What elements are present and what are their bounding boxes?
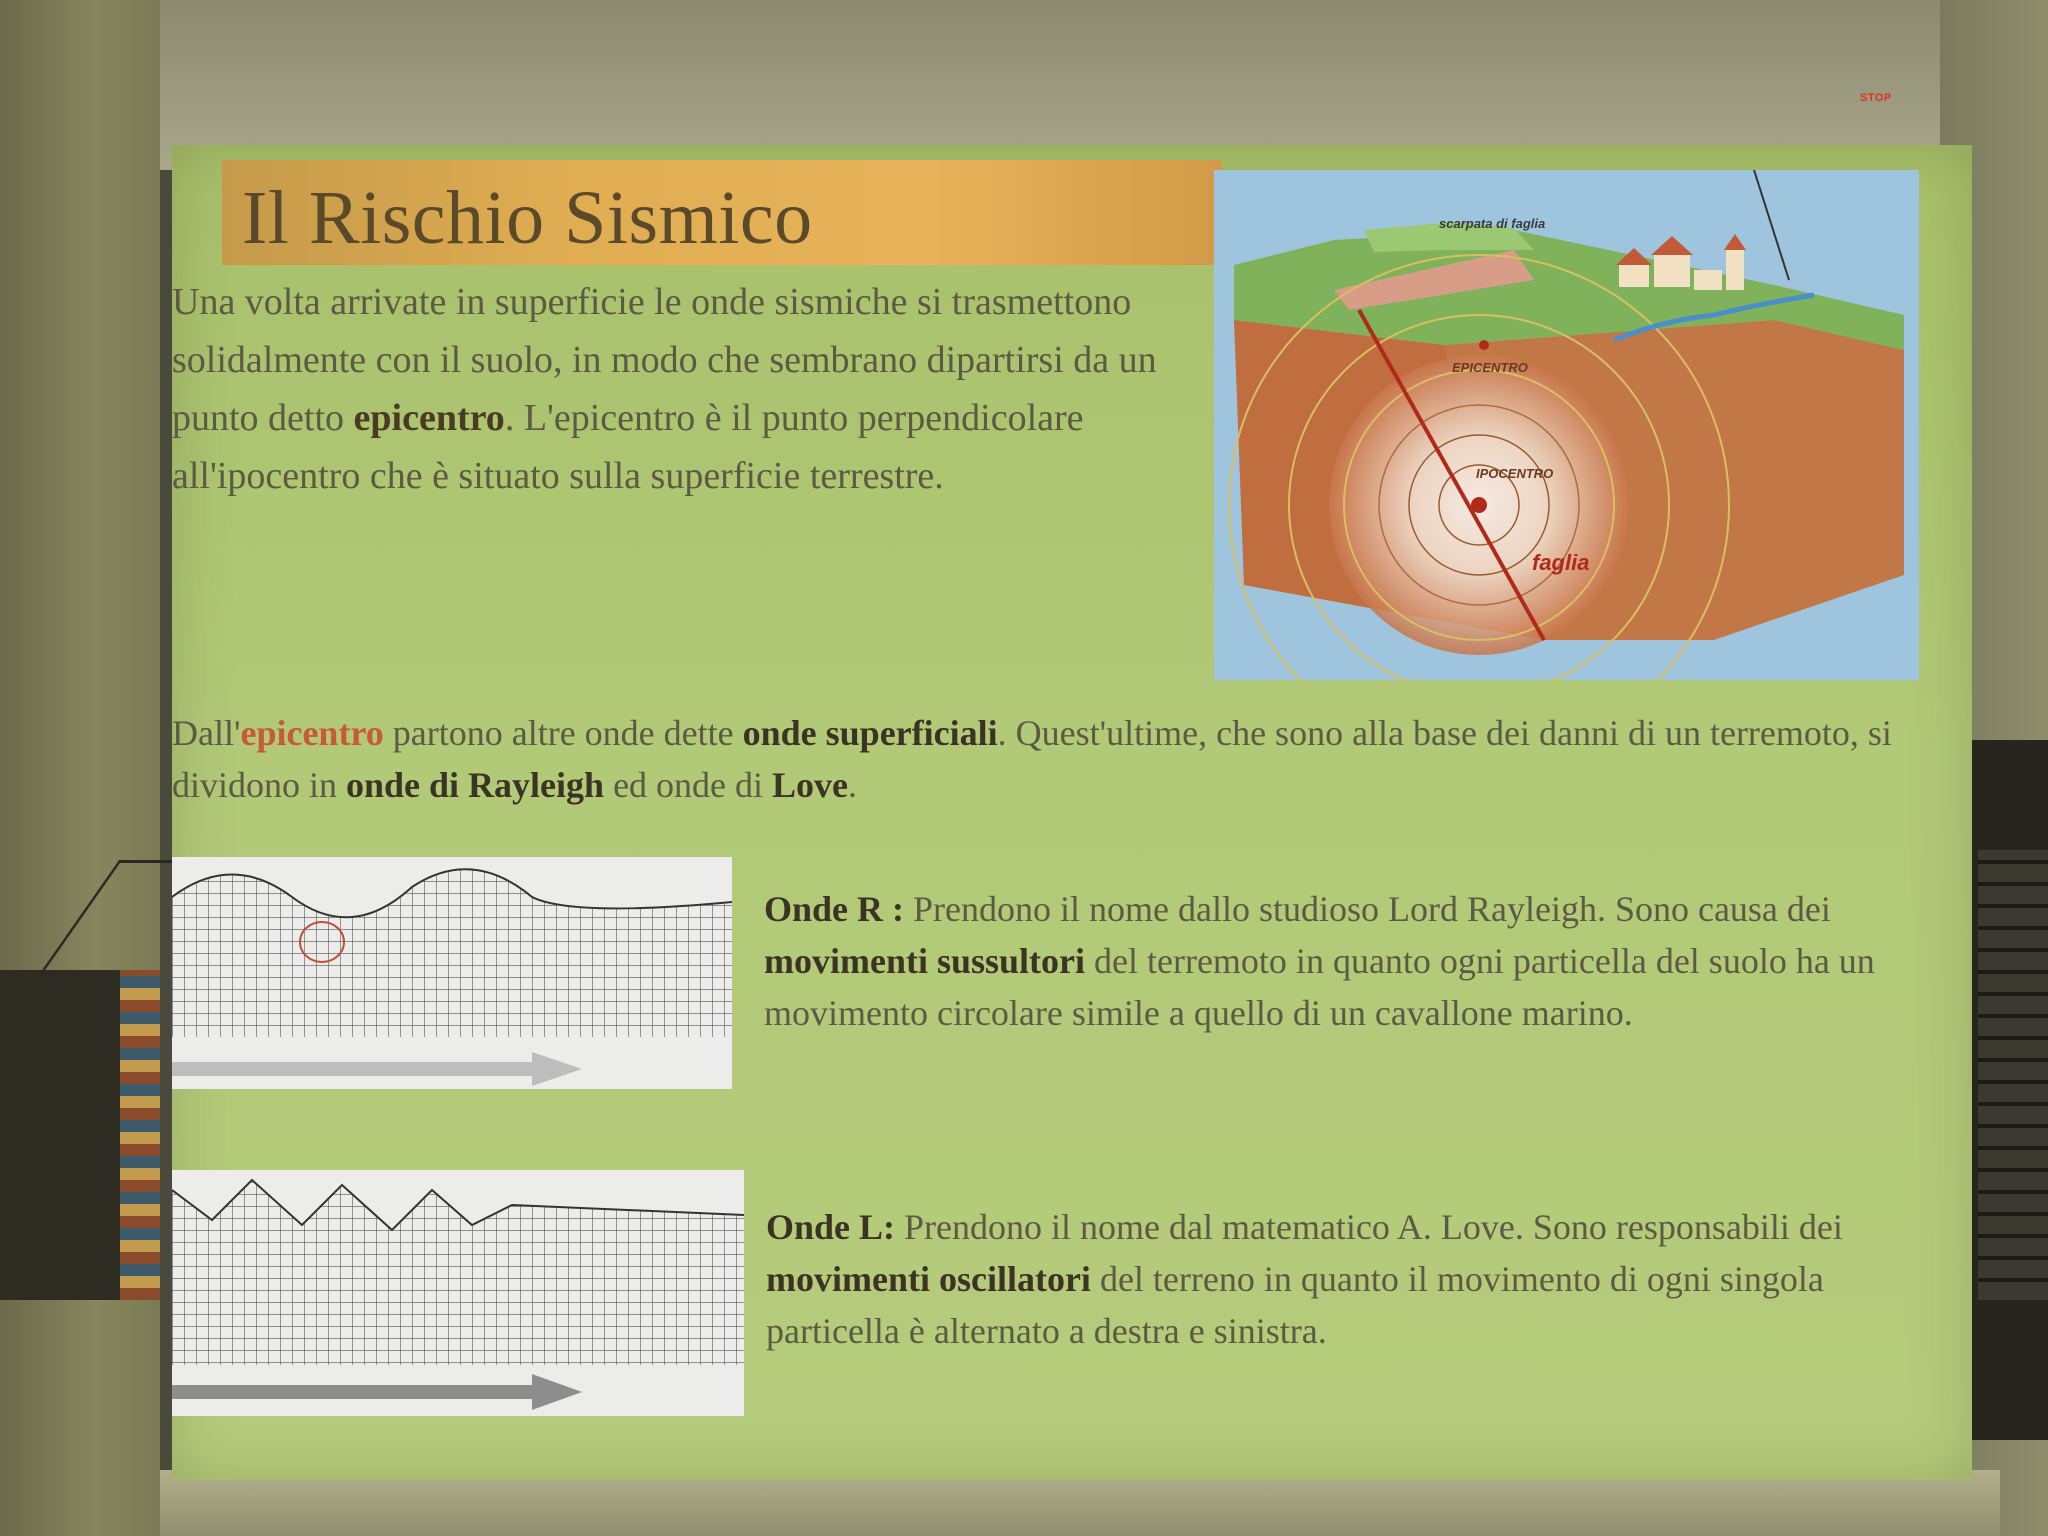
sw-onde-superficiali: onde superficiali [742,713,998,753]
onde-r-heading: Onde R : [764,889,905,929]
label-ipocentro: IPOCENTRO [1476,466,1554,481]
stop-label: STOP [1860,92,1892,104]
onde-l-text-2: del terreno in quanto il movimento di ogni singola particella è alternato a destra e sinistra. [766,1259,1824,1351]
epicenter-dot [1479,340,1489,350]
onde-r-bold: movimenti sussultori [764,941,1086,981]
intro-text-2: . L'epicentro è il punto perpendicolare all'ipocentro che è situato sulla superficie terrestre. [172,397,1084,497]
wall-left [0,0,160,1536]
love-wave-arrow [172,1374,582,1410]
onde-l-bold: movimenti oscillatori [766,1259,1091,1299]
earthquake-illustration [1214,170,1919,680]
onde-l-paragraph [766,1201,1966,1357]
onde-r-text-1: Prendono il nome dallo studioso Lord Rayleigh. Sono causa dei [904,889,1831,929]
slide-title: Il Rischio Sismico [242,176,813,260]
intro-text-1: Una volta arrivate in superficie le onde sismiche si trasmettono solidalmente con il suolo, in modo che sembrano dipartirsi da un punto detto [172,281,1157,439]
sw-epicentro: epicentro [240,713,384,753]
intro-epicentro: epicentro [353,397,505,439]
rayleigh-wave-image [172,857,732,1089]
sw-text-2: partono altre onde dette [383,713,743,753]
onde-r-paragraph [764,883,1964,1039]
onde-l-text-1: Prendono il nome dal matematico A. Love. Sono responsabili dei [895,1207,1843,1247]
onde-r-text-2: del terremoto in quanto ogni particella del suolo ha un movimento circolare simile a quello di un cavallone marino. [764,941,1875,1033]
slide [172,145,1972,1480]
label-faglia: faglia [1532,550,1590,575]
intro-paragraph [172,273,1172,505]
sw-text-4: ed onde di [604,765,773,805]
sw-onde-rayleigh: onde di Rayleigh [346,765,605,805]
sw-text-5: . [848,765,858,805]
wall-picture [0,970,160,1300]
surface-waves-paragraph [172,707,1962,811]
onde-l-heading: Onde L: [766,1207,896,1247]
love-wave-image [172,1170,744,1416]
label-epicentro: EPICENTRO [1452,360,1528,375]
sw-love: Love [772,765,849,805]
hypocenter-dot [1471,497,1487,513]
label-scarpata: scarpata di faglia [1439,216,1546,231]
wave-direction-arrow [172,1052,582,1086]
sw-text-1: Dall' [172,713,241,753]
right-cabinet-grid [1978,850,2048,1300]
sw-text-3: . Quest'ultime, che sono alla base dei danni di un terremoto, si dividono in [172,713,1892,805]
wall-picture-strip [120,970,160,1300]
